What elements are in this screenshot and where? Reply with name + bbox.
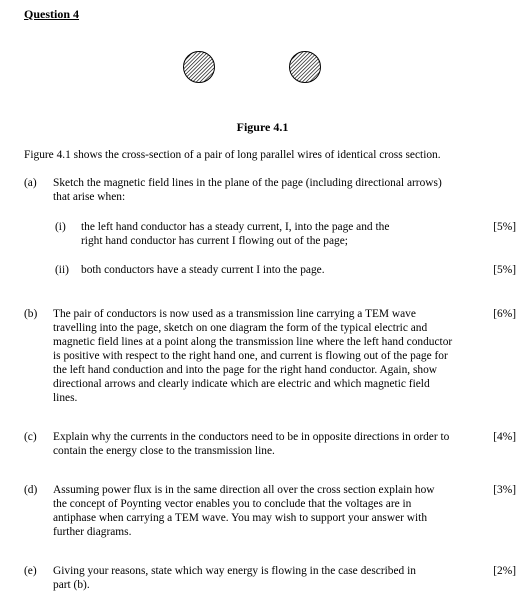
part-a-i-mark: [5%] — [493, 221, 516, 233]
part-c-label: (c) — [24, 431, 37, 443]
question-heading: Question 4 — [24, 7, 80, 21]
part-a-i-label: (i) — [55, 221, 66, 233]
part-e-mark: [2%] — [493, 565, 516, 577]
part-d-line-1: Assuming power flux is in the same direction all over the cross section explain how — [53, 484, 435, 496]
right-wire-cross-section — [287, 49, 323, 85]
part-c-line-2: contain the energy close to the transmission line. — [53, 445, 275, 457]
part-a-label: (a) — [24, 177, 37, 189]
part-d-line-2: the concept of Poynting vector enables you to conclude that the voltages are in — [53, 498, 412, 510]
part-d-line-3: antiphase when carrying a TEM wave. You may wish to support your answer with — [53, 512, 428, 524]
part-b-line-7: lines. — [53, 392, 78, 404]
part-d-line-4: further diagrams. — [53, 526, 132, 538]
part-d-label: (d) — [24, 484, 38, 496]
part-a-i-line-1: the left hand conductor has a steady current, I, into the page and the — [81, 221, 390, 233]
part-b-line-4: is positive with respect to the right hand one, and current is flowing out of the page for — [53, 350, 448, 362]
part-a-ii-label: (ii) — [55, 264, 69, 276]
part-a-line-1: Sketch the magnetic field lines in the plane of the page (including directional arrows) — [53, 177, 442, 189]
part-b-line-1: The pair of conductors is now used as a transmission line carrying a TEM wave — [53, 308, 416, 320]
part-a-ii-mark: [5%] — [493, 264, 516, 276]
figure-caption: Figure 4.1 — [236, 120, 289, 134]
part-b-mark: [6%] — [493, 308, 516, 320]
part-c-mark: [4%] — [493, 431, 516, 443]
part-a-ii-line-1: both conductors have a steady current I into the page. — [81, 264, 325, 276]
part-a-line-2: that arise when: — [53, 191, 126, 203]
intro-text: Figure 4.1 shows the cross-section of a pair of long parallel wires of identical cross section. — [24, 149, 441, 161]
part-b-line-6: directional arrows and clearly indicate which are electric and which magnetic field — [53, 378, 430, 390]
part-e-label: (e) — [24, 565, 37, 577]
part-e-line-2: part (b). — [53, 579, 90, 591]
part-e-line-1: Giving your reasons, state which way energy is flowing in the case described in — [53, 565, 416, 577]
part-d-mark: [3%] — [493, 484, 516, 496]
left-wire-cross-section — [181, 49, 217, 85]
part-a-i-line-2: right hand conductor has current I flowing out of the page; — [81, 235, 348, 247]
part-b-line-3: magnetic field lines at a point along the transmission line where the left hand conductor — [53, 336, 453, 348]
part-b-line-5: the left hand conduction and into the page for the right hand conductor. Again, show — [53, 364, 438, 376]
part-b-label: (b) — [24, 308, 38, 320]
part-c-line-1: Explain why the currents in the conductors need to be in opposite directions in order to — [53, 431, 450, 443]
part-b-line-2: travelling into the page, sketch on one diagram the form of the typical electric and — [53, 322, 428, 334]
